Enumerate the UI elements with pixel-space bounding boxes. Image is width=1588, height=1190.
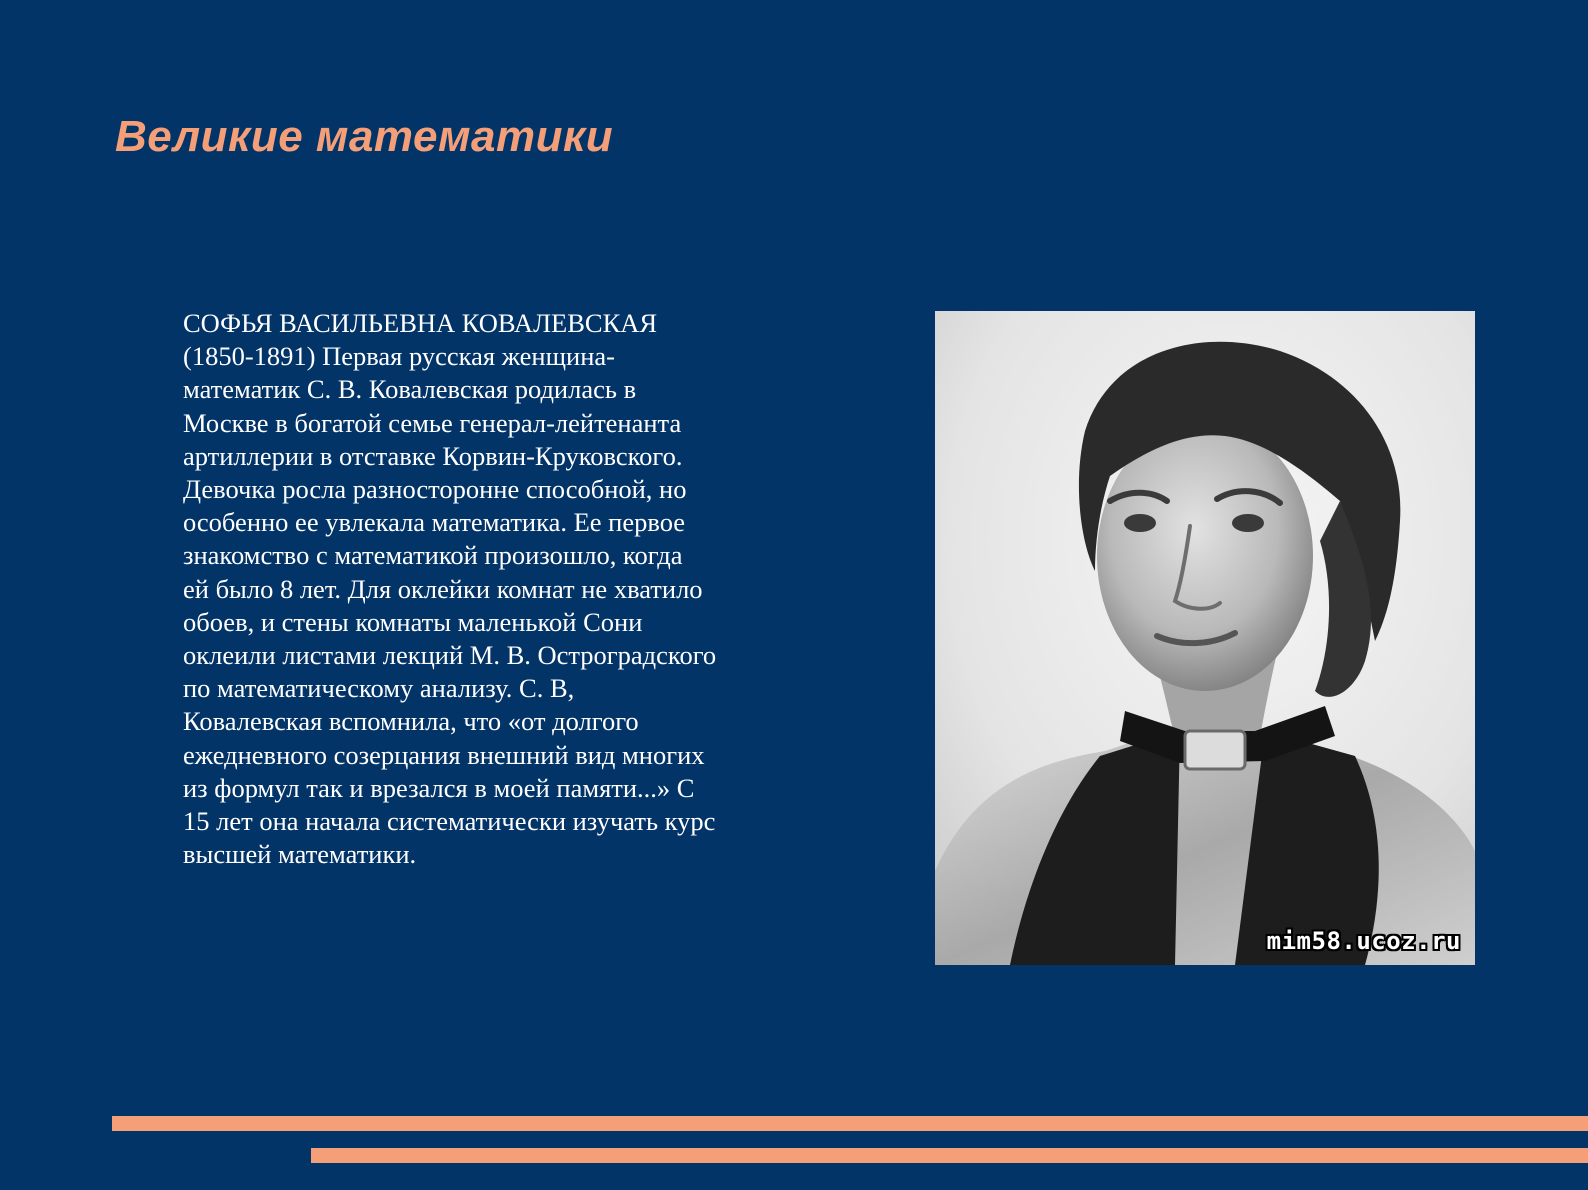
- biography-text: [183, 307, 803, 871]
- biography-line: 15 лет она начала систематически изучать курс: [183, 806, 716, 837]
- biography-line: ежедневного созерцания внешний вид многих: [183, 739, 705, 770]
- biography-line: Девочка росла разносторонне способной, но: [183, 474, 687, 505]
- biography-line: математик С. В. Ковалевская родилась в: [183, 374, 637, 405]
- accent-bar-top: [112, 1116, 1588, 1131]
- biography-line: оклеили листами лекций М. В. Остроградского: [183, 640, 717, 671]
- photo-watermark: mim58.ucoz.ru: [1266, 927, 1461, 955]
- biography-line: Москве в богатой семье генерал-лейтенанта: [183, 407, 682, 438]
- biography-line: по математическому анализу. С. В,: [183, 673, 575, 704]
- biography-line: (1850-1891) Первая русская женщина-: [183, 341, 615, 372]
- biography-line: высшей математики.: [183, 839, 417, 870]
- slide-title: Великие математики: [115, 112, 614, 161]
- biography-line: СОФЬЯ ВАСИЛЬЕВНА КОВАЛЕВСКАЯ: [183, 308, 658, 338]
- biography-line: обоев, и стены комнаты маленькой Сони: [183, 606, 643, 637]
- biography-line: Ковалевская вспомнила, что «от долгого: [183, 706, 639, 737]
- portrait-illustration: [935, 311, 1475, 965]
- biography-line: артиллерии в отставке Корвин-Круковского.: [183, 440, 683, 471]
- biography-line: знакомство с математикой произошло, когда: [183, 540, 683, 571]
- biography-line: особенно ее увлекала математика. Ее первое: [183, 507, 686, 538]
- portrait-photo: [935, 311, 1475, 965]
- biography-line: из формул так и врезался в моей памяти...» С: [183, 772, 695, 803]
- accent-bar-bottom: [311, 1148, 1588, 1163]
- biography-line: ей было 8 лет. Для оклейки комнат не хватило: [183, 573, 703, 604]
